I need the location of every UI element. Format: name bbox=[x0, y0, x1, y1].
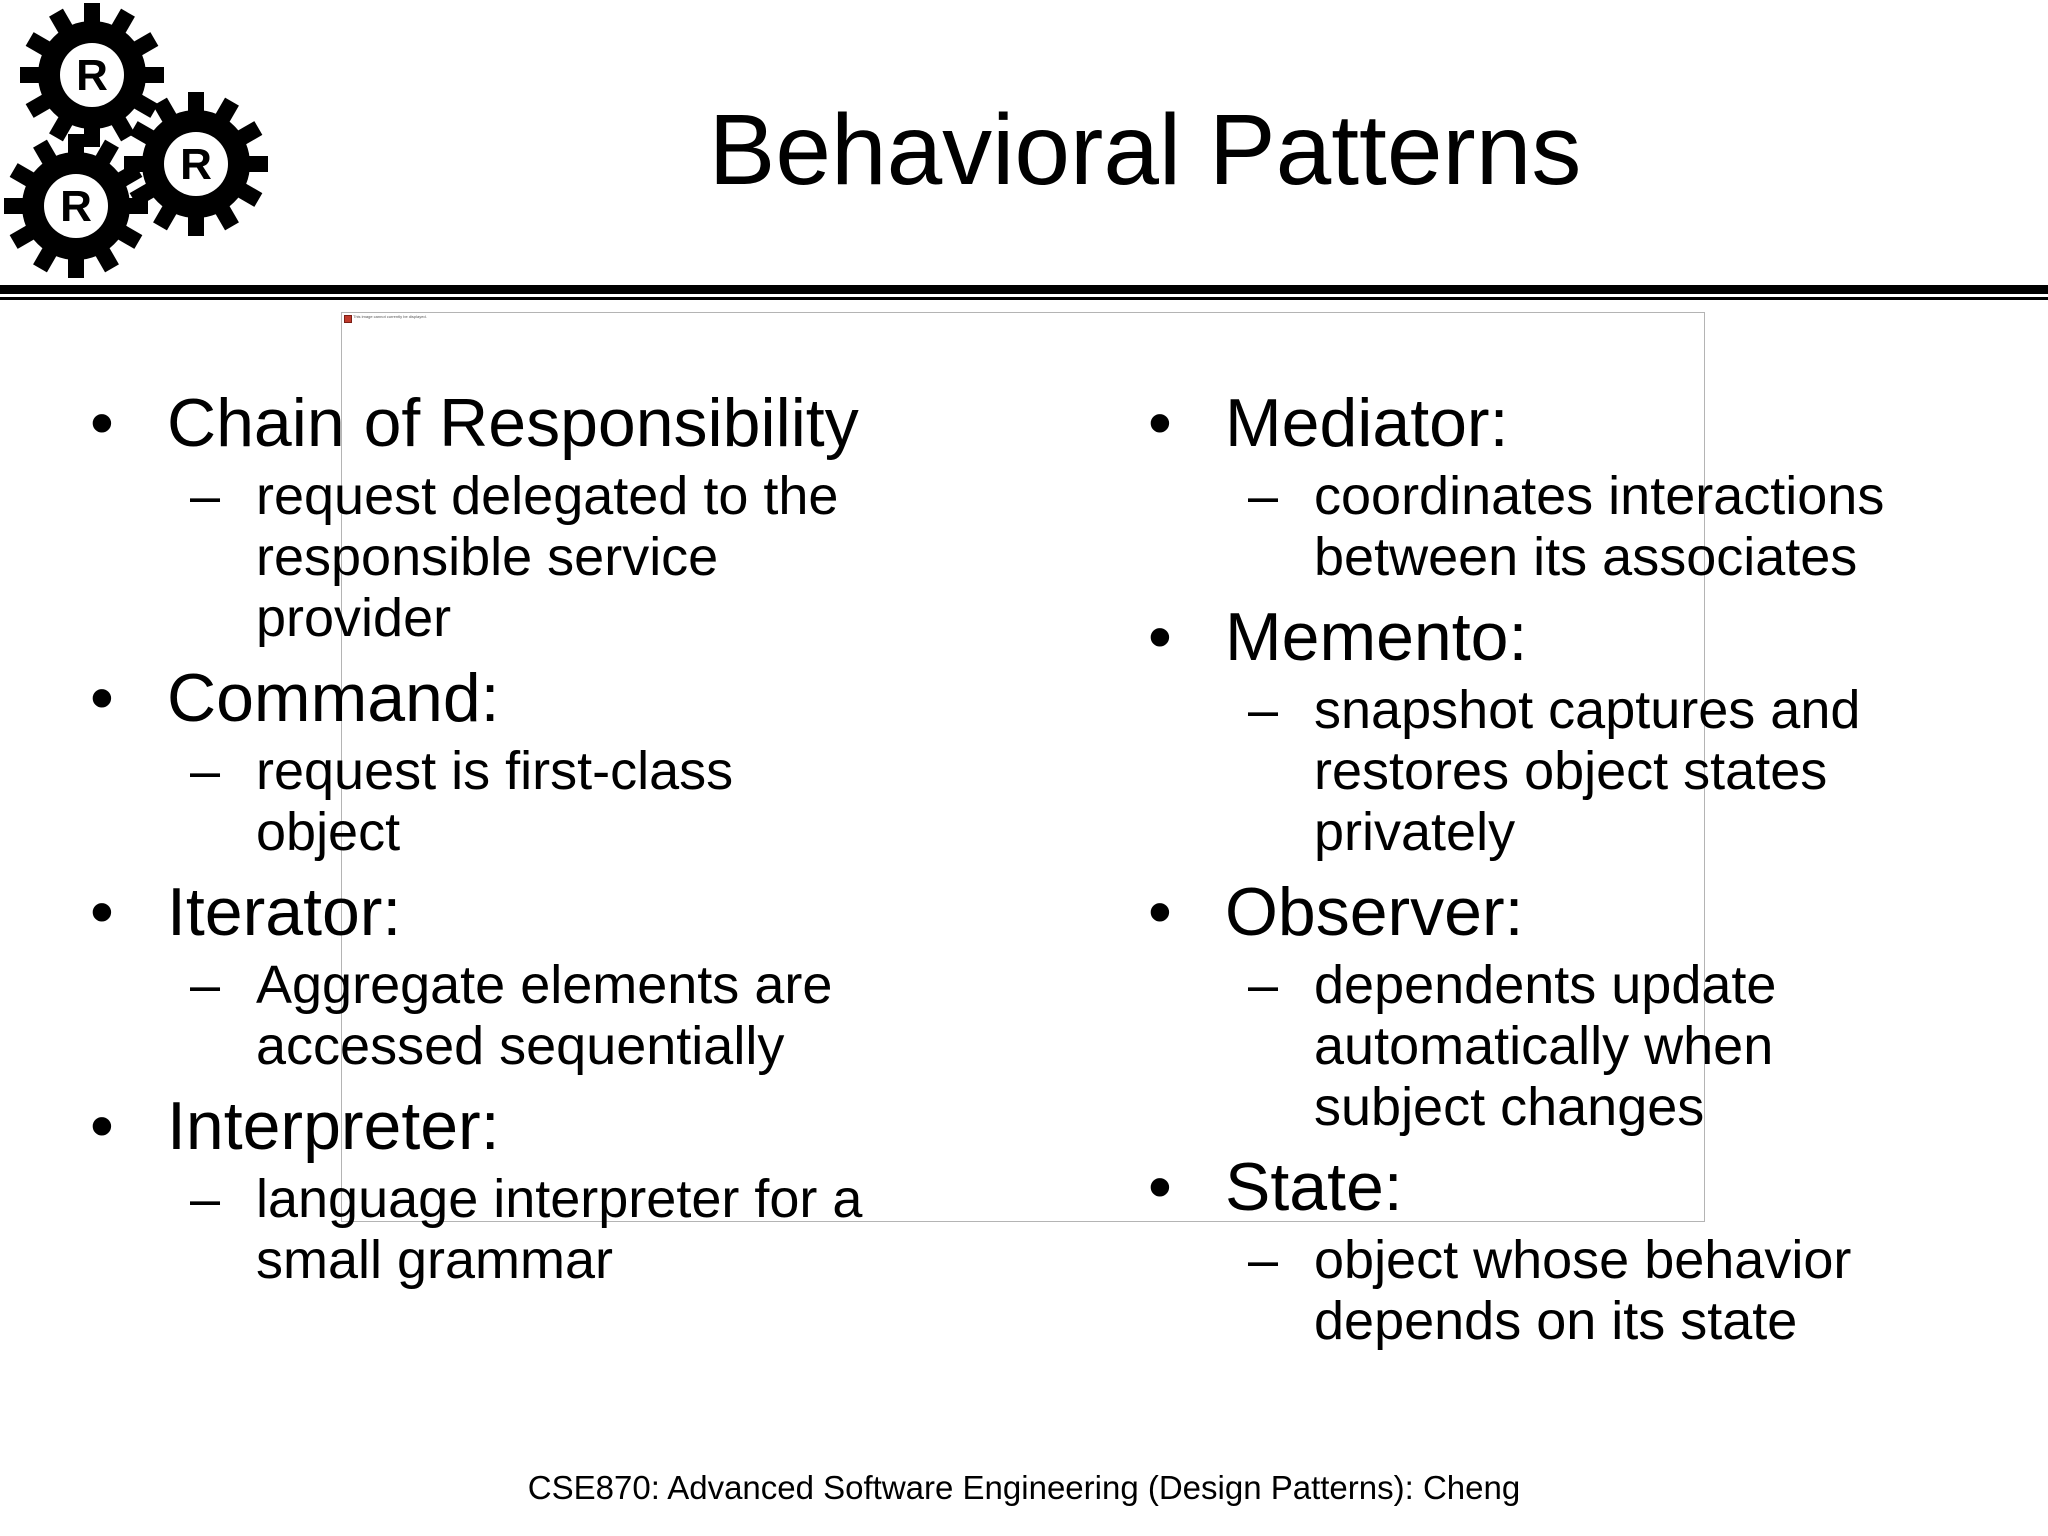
pattern-title: Iterator: bbox=[167, 874, 402, 950]
left-bullet-column bbox=[90, 380, 970, 1291]
broken-image-message: This image cannot currently be displayed. bbox=[353, 314, 427, 319]
pattern-item bbox=[90, 1083, 970, 1291]
dash-marker: – bbox=[1248, 680, 1279, 740]
pattern-title: Mediator: bbox=[1225, 385, 1509, 461]
pattern-description bbox=[1148, 955, 2028, 1138]
bullet-marker: • bbox=[90, 1088, 114, 1164]
gear-letter-right: R bbox=[180, 140, 212, 189]
dash-marker: – bbox=[1248, 466, 1279, 526]
pattern-title: Chain of Responsibility bbox=[167, 385, 859, 461]
pattern-description-text: request delegated to the responsible service provider bbox=[256, 466, 839, 648]
pattern-item bbox=[1148, 594, 2028, 863]
pattern-item bbox=[90, 380, 970, 649]
bullet-marker: • bbox=[90, 385, 114, 461]
gear-left-icon bbox=[4, 134, 148, 278]
pattern-item bbox=[1148, 1144, 2028, 1352]
pattern-description-text: snapshot captures and restores object states privately bbox=[1314, 680, 1861, 862]
pattern-description bbox=[1148, 680, 2028, 863]
pattern-title: Command: bbox=[167, 660, 500, 736]
gear-letter-left: R bbox=[60, 182, 92, 231]
bullet-marker: • bbox=[1148, 385, 1172, 461]
slide-footer: CSE870: Advanced Software Engineering (Design Patterns): Cheng bbox=[527, 1469, 1521, 1506]
title-divider-thick bbox=[0, 285, 2048, 294]
pattern-description-text: Aggregate elements are accessed sequentially bbox=[256, 955, 833, 1076]
pattern-description bbox=[90, 466, 970, 649]
pattern-title: Interpreter: bbox=[167, 1088, 500, 1164]
dash-marker: – bbox=[1248, 955, 1279, 1015]
pattern-description-text: request is first-class object bbox=[256, 741, 734, 862]
pattern-description-text: object whose behavior depends on its state bbox=[1314, 1230, 1852, 1351]
pattern-description-text: dependents update automatically when subject changes bbox=[1314, 955, 1777, 1137]
pattern-item bbox=[90, 655, 970, 863]
pattern-description-text: language interpreter for a small grammar bbox=[256, 1169, 863, 1290]
gear-logo-icon bbox=[0, 0, 275, 280]
pattern-title: Memento: bbox=[1225, 599, 1528, 675]
dash-marker: – bbox=[1248, 1230, 1279, 1290]
pattern-item bbox=[1148, 869, 2028, 1138]
dash-marker: – bbox=[190, 1169, 221, 1229]
pattern-description bbox=[1148, 466, 2028, 588]
pattern-title: Observer: bbox=[1225, 874, 1524, 950]
dash-marker: – bbox=[190, 466, 221, 526]
pattern-description bbox=[90, 741, 970, 863]
title-divider-thin bbox=[0, 297, 2048, 300]
pattern-title: State: bbox=[1225, 1149, 1403, 1225]
pattern-description bbox=[1148, 1230, 2028, 1352]
pattern-item bbox=[90, 869, 970, 1077]
bullet-marker: • bbox=[90, 874, 114, 950]
pattern-item bbox=[1148, 380, 2028, 588]
broken-image-icon bbox=[344, 315, 352, 323]
dash-marker: – bbox=[190, 955, 221, 1015]
pattern-description bbox=[90, 955, 970, 1077]
bullet-marker: • bbox=[1148, 1149, 1172, 1225]
slide-title: Behavioral Patterns bbox=[708, 94, 1582, 206]
pattern-description bbox=[90, 1169, 970, 1291]
dash-marker: – bbox=[190, 741, 221, 801]
pattern-description-text: coordinates interactions between its associates bbox=[1314, 466, 1885, 587]
bullet-marker: • bbox=[1148, 874, 1172, 950]
bullet-marker: • bbox=[90, 660, 114, 736]
gear-letter-top: R bbox=[76, 51, 108, 100]
bullet-marker: • bbox=[1148, 599, 1172, 675]
right-bullet-column bbox=[1148, 380, 2028, 1352]
